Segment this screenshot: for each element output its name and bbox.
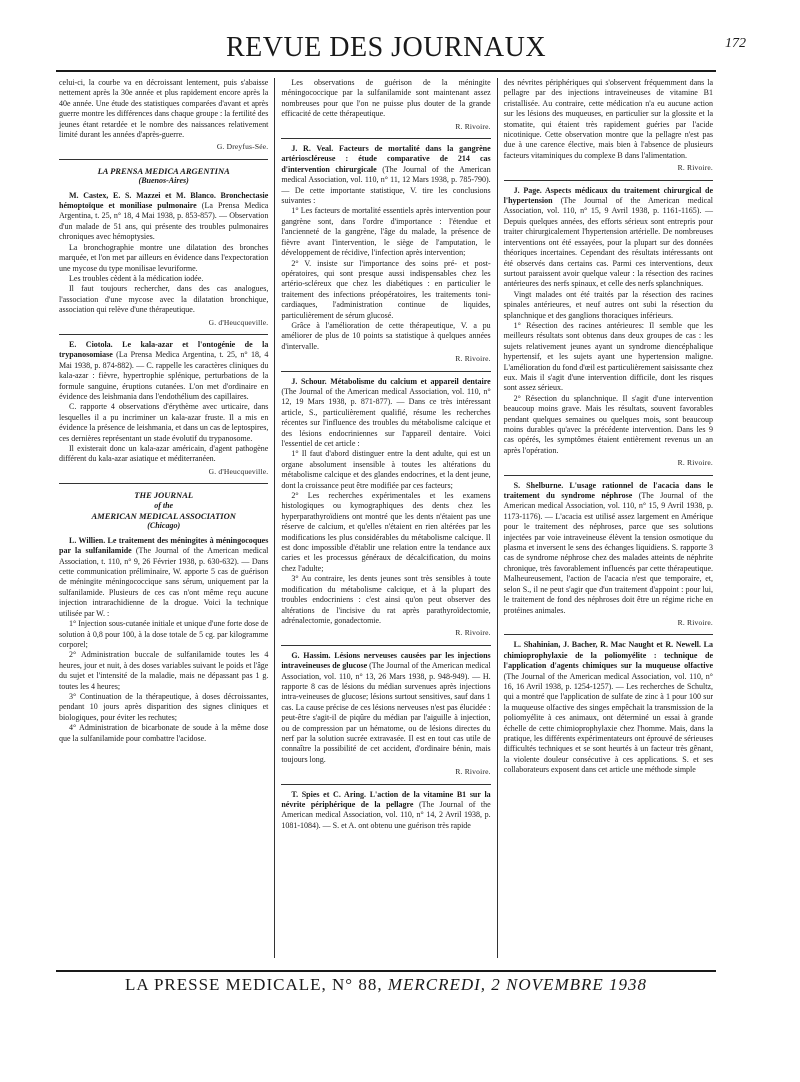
article-reference: (The Journal of the American medical Association, vol. 110, n° 14, 2 Avril 1938, p. 1081-1084). — S. et A. ont obtenu une guérison très rapide xyxy=(281,800,491,830)
signature: R. Rivoire. xyxy=(677,458,713,468)
article-reference: (The Journal of the American medical Association, vol. 110, n° 15, 9 Avril 1938, p. 1161-1165). — Depuis quelques années, des efforts sérieux sont entrepris pour traiter chirurgicalement l'hypertension artérielle. De nombreuses interventions ont été essayées, pour la plupart sur des données théoriques incertaines. Cependant des résultats intéressants ont été observés dans certains cas. Parmi ces interventions, deux surtout paraissent avoir quelque valeur : la résection des racines antérieures des nerfs spinaux, et celle des nerfs splanchniques. xyxy=(503,196,713,289)
article-heading: J. Page. Aspects médicaux du traitement chirurgical de l'hypertension xyxy=(503,185,713,206)
divider xyxy=(504,475,713,476)
divider xyxy=(59,334,268,335)
article-reference: (The Journal of the American medical Association, vol. 110, n° 12, 19 Mars 1938, p. 871-877). — Dans ce très intéressant article, S., particulièrement qualifié, résume les recherches récentes sur l'influence des troubles du métabolisme calcique et des lésions endocriniennes sur l'appareil dentaire. Voici l'essentiel de cet article : xyxy=(281,386,491,448)
article-paragraph: Il faut toujours rechercher, dans des cas analogues, l'association d'une mycose avec la dilatation bronchique, association qui relève d'une thérapeutique. xyxy=(59,284,269,315)
article-heading: J. R. Veal. Facteurs de mortalité dans la gangrène artérioscléreuse : étude comparative de 214 cas d'intervention chirurgicale xyxy=(281,144,491,174)
article-reference: (The Journal of the American medical Association, vol. 110, n° 11, 12 Mars 1938, p. 785-790). — De cette importante statistique, V. tire les conclusions suivantes : xyxy=(281,164,491,206)
divider xyxy=(281,784,490,785)
divider xyxy=(281,371,490,372)
article-paragraph: des névrites périphériques qui s'observent fréquemment dans la pellagre par des injections intraveineuses de vitamine B1 cristallisée. Au contraire, cette médication n'a eu aucune action sur les lésions des muqueuses, en particulier sur la glossite et la stomatite, qui étaient très rapidement guéries par l'acide nicotinique. Cette observation montre que la pellagre n'est pas due à une carence élective, mais bien à l'absence de plusieurs facteurs vitaminiques du complexe B dans l'alimentation. xyxy=(503,78,713,160)
article-reference: (La Prensa Medica Argentina, t. 25, n° 18, 4 Mai 1938, p. 874-882). — C. rappelle les caractères cliniques du kala-azar : fièvre, hypertrophie splénique, perturbations de la formule sanguine, éruptions cutanées. L'on met d'ordinaire en évidence des leishmania dans l'endothélium des capillaires. xyxy=(59,350,269,401)
journal-heading: THE JOURNAL xyxy=(134,490,194,501)
header-rule xyxy=(56,70,716,72)
page-header xyxy=(56,30,746,66)
journal-heading: LA PRENSA MEDICA ARGENTINA xyxy=(97,165,230,176)
divider xyxy=(504,634,713,635)
signature: R. Rivoire. xyxy=(455,767,491,777)
article-reference: (La Prensa Medica Argentina, t. 25, n° 18, 4 Mai 1938, p. 853-857). — Observation d'un malade de 51 ans, qui présente des troubles pulmonaires chroniques avec hémoptysies. xyxy=(59,201,269,242)
divider xyxy=(281,138,490,139)
article-heading: G. Hassim. Lésions nerveuses causées par les injections intraveineuses de glucose xyxy=(281,650,491,671)
article-paragraph: Les observations de guérison de la méningite méningococcique par la sulfanilamide sont maintenant assez nombreuses pour que l'on ne puisse plus douter de la grande efficacité de cette thérapeutique. xyxy=(281,78,491,119)
article-paragraph: 1° Résection des racines antérieures: Il semble que les meilleurs résultats sont obtenus dans deux groupes de cas : les sujets relativement jeunes ayant un syndrome diencéphalique hypertensif, et les sujets ayant une hypertension maligne. L'amélioration du fond d'œil est particulièrement saisissante chez eux. Mais il s'agit d'une intervention difficile, dont les risques sont assez sérieux. xyxy=(503,320,713,393)
intro-paragraph: celui-ci, la courbe va en décroissant lentement, puis s'abaisse nettement après la 30e année et plus rapidement encore après la 40e année. Une étude des statistiques comparées d'avant et après guerre montre les différences dans chaque groupe : la fertilité des jeunes étant retardée et le nombre des naissances relativement limité durant les années d'après-guerre. xyxy=(59,78,269,140)
list-item: 4° Administration de bicarbonate de soude à la même dose que la sulfanilamide pour combattre l'acidose. xyxy=(59,723,269,743)
column-separator xyxy=(274,78,275,958)
divider xyxy=(59,159,268,160)
list-item: 2° Administration buccale de sulfanilamide toutes les 4 heures, jour et nuit, à des doses variables suivant le poids et l'âge du sujet et l'intensité de la maladie, mais ne dépassant pas 1 g. toutes les 4 heures; xyxy=(59,650,269,691)
list-item: 1° Les facteurs de mortalité essentiels après intervention pour gangrène sont, dans l'ordre d'importance : l'étendue et l'ancienneté de la gangrène, l'âge du malade, la présence de fièvre avant l'intervention, le siège de l'amputation, le développement de récidive, l'infection après intervention; xyxy=(281,206,491,258)
list-item: 2° V. insiste sur l'importance des soins pré- et post-opératoires, qui sont presque aussi indispensables chez les artério-scléreux que chez les diabétiques : en particulier le traitement des infections préopératoires, les traitements toni-cardiaques, l'administration continue de liquides, particulièrement de sérum glucosé. xyxy=(281,258,491,320)
signature: R. Rivoire. xyxy=(455,628,491,638)
column-3 xyxy=(501,78,716,958)
divider xyxy=(59,483,268,484)
article-paragraph: 2° Résection du splanchnique. Il s'agit d'une intervention beaucoup moins grave. Mais les résultats, souvent favorables pendant quelques semaines ou quelques mois, sont beaucoup moins durables qu'avec la précédente intervention. Dans les 9 cas opérés, les symptômes étaient entièrement revenus un an après l'opération. xyxy=(503,393,713,455)
signature: G. Dreyfus-Sée. xyxy=(216,142,269,152)
article-heading: S. Shelburne. L'usage rationnel de l'acacia dans le traitement du syndrome néphrose xyxy=(503,480,713,501)
article-paragraph: Grâce à l'amélioration de cette thérapeutique, V. a pu améliorer de plus de 10 points sa statistique à quelques années d'intervalle. xyxy=(281,320,491,351)
article-heading: T. Spies et C. Aring. L'action de la vitamine B1 sur la névrite périphérique de la pellagre xyxy=(281,789,491,809)
list-item: 3° Au contraire, les dents jeunes sont très sensibles à toute modification du métabolisme calcique, et à la plupart des troubles endocriniens : c'est ainsi qu'on peut observer des altérations de l'incisive du rat après parathyroïdectomie, adrénalectomie, gonadectomie. xyxy=(281,574,491,625)
article-reference: (The Journal of the American medical Association, t. 110, n° 9, 26 Février 1938, p. 630-632). — Dans cette communication préliminaire, W. apporte 5 cas de guérison de méningite méningococcique sans sérum, uniquement par la sulfanilamide. Plusieurs de ces cas n'ont même reçu aucune injection intrarachidienne de la drogue. Voici la technique utilisée par W. : xyxy=(59,546,269,618)
journal-city: (Buenos-Aires) xyxy=(138,176,189,186)
column-2 xyxy=(278,78,493,958)
article-paragraph: Il existerait donc un kala-azar américain, d'agent pathogène différent du kala-azar asiatique et méditerranéen. xyxy=(59,444,269,464)
journal-heading: AMERICAN MEDICAL ASSOCIATION xyxy=(91,511,236,522)
column-separator xyxy=(497,78,498,958)
journal-section-title: REVUE DES JOURNAUX xyxy=(225,32,547,63)
journal-city: (Chicago) xyxy=(147,521,181,531)
article-heading: L. Shahinian, J. Bacher, R. Mac Naught et R. Newell. La chimioprophylaxie de la poliomyélite : technique de l'application d'agents chimiques sur la muqueuse olfactive xyxy=(503,640,713,671)
signature: R. Rivoire. xyxy=(455,121,491,131)
article-reference: (The Journal of the American medical Association, vol. 110, n° 16, 16 Avril 1938, p. 1254-1257). — Les recherches de Schultz, qui a montré que l'application de sulfate de zinc à 1 pour 100 sur la muqueuse olfactive des singes empêchait la transmission de la poliomyélite à ces animaux, ont déterminé un essai à grande échelle de cette chimioprophylaxie chez l'homme. Mais, dans la pratique, les différents expérimentateurs ont éprouvé de sérieuses difficultés techniques et se sont heurtés à un facteur très gênant, la violente douleur consécutive à ces applications. S. et ses collaborateurs exposent dans cet article une méthode simple xyxy=(503,671,713,775)
signature: R. Rivoire. xyxy=(677,617,713,627)
signature: G. d'Heucqueville. xyxy=(208,317,269,327)
article-reference: (The Journal of the American medical Association, vol. 110, n° 13, 26 Mars 1938, p. 948-949). — H. rapporte 8 cas de lésions du médian survenues après injections intra-veineuses de glucose; lésions surtout sensitives, sauf dans 1 cas. La cause précise de ces lésions nerveuses n'est pas élucidée : peut-être s'agit-il de piqûre du médian par l'aiguille à injection, ou de compression par un hématome, ou de lésions directes du nerf par la solution sucrée extravasée. Il est en tout cas utile de connaître la possibilité de cet accident, d'ordinaire bénin, mais toujours long. xyxy=(281,661,491,764)
article-heading: M. Castex, E. S. Mazzei et M. Blanco. Bronchectasie hémoptoïque et moniliase pulmonaire xyxy=(59,190,269,211)
issue-date: MERCREDI, 2 NOVEMBRE 1938 xyxy=(387,975,648,994)
signature: R. Rivoire. xyxy=(455,354,491,364)
page-number: 172 xyxy=(725,36,746,51)
signature: G. d'Heucqueville. xyxy=(208,466,269,476)
journal-heading: of the xyxy=(154,500,174,510)
article-columns xyxy=(56,78,716,958)
article-reference: (The Journal of the American medical Association, vol. 110, n° 15, 9 Avril 1938, p. 1173-1176). — L'acacia est utilisé assez largement en Amérique pour le traitement des néphroses, parce que ses solutions injectées par voie intraveineuse élèvent la tension osmotique du plasma et inversent le sens des échanges liquidiens. S. rapporte 3 cas de syndrome néphrose chez des malades atteints de néphrite chronique, très favorablement influencés par cette thérapeutique. Malheureusement, l'action de l'acacia n'est que temporaire, et, selon S., il ne peut s'agir que d'un traitement d'appoint : pour lui, le traitement de fond des néphroses doit être un régime riche en protéines animales. xyxy=(503,491,714,615)
article-paragraph: C. rapporte 4 observations d'érythème avec urticaire, dans lesquelles il a pu incriminer un kala-azar fruste. Il a mis en évidence la présence de leishmania, et dans un cas de leptospires, ces dernières représentant un stade évolutif du trypanosome. xyxy=(59,402,269,443)
divider xyxy=(504,180,713,181)
divider xyxy=(281,645,490,646)
footer-rule xyxy=(56,970,716,972)
article-paragraph: La bronchographie montre une dilatation des bronches marquée, et l'on met par ailleurs en évidence dans l'expectoration une mycose du type monilisae levuriforme. xyxy=(59,242,269,273)
article-heading: J. Schour. Métabolisme du calcium et appareil dentaire xyxy=(291,376,491,386)
page-footer xyxy=(56,975,716,999)
list-item: 1° Injection sous-cutanée initiale et unique d'une forte dose de solution à 0,8 pour 100, à la dose totale de 5 cg. par kilogramme corporel; xyxy=(59,619,269,649)
column-1 xyxy=(56,78,271,958)
publication-name: LA PRESSE MEDICALE, N° 88, xyxy=(124,975,383,994)
list-item: 2° Les recherches expérimentales et les examens histologiques ou kymographiques des dents chez les hyperparathyroïdiens ont montré que les dents n'étaient pas une réserve de calcium, et qu'elles n'étaient en rien altérées par les modifications les plus considérables du métabolisme calcique. Il est donc impossible d'établir une relation entre la tendance aux caries et les processus généraux de décalcification, du moins chez l'adulte; xyxy=(281,491,491,573)
list-item: 3° Continuation de la thérapeutique, à doses décroissantes, pendant 10 jours après disparition des signes cliniques et biologiques, pour éviter les rechutes; xyxy=(59,691,269,722)
article-heading: E. Ciotola. Le kala-azar et l'ontogénie de la trypanosomiase xyxy=(59,339,269,360)
list-item: 1° Il faut d'abord distinguer entre la dent adulte, qui est un organe absolument insensible à toutes les altérations du métabolisme calcique et des glandes endocrines, et la dent jeune, dont la croissance peut être modifiée par ces facteurs; xyxy=(281,449,491,490)
article-heading: L. Willien. Le traitement des méningites à méningocoques par la sulfanilamide xyxy=(59,535,269,556)
article-paragraph: Vingt malades ont été traités par la résection des racines spinales antérieures, et neuf autres ont subi la résection du splanchnique et des ganglions thoraciques inférieurs. xyxy=(503,289,713,320)
article-paragraph: Les troubles cèdent à la médication iodée. xyxy=(69,273,204,283)
signature: R. Rivoire. xyxy=(677,163,713,173)
